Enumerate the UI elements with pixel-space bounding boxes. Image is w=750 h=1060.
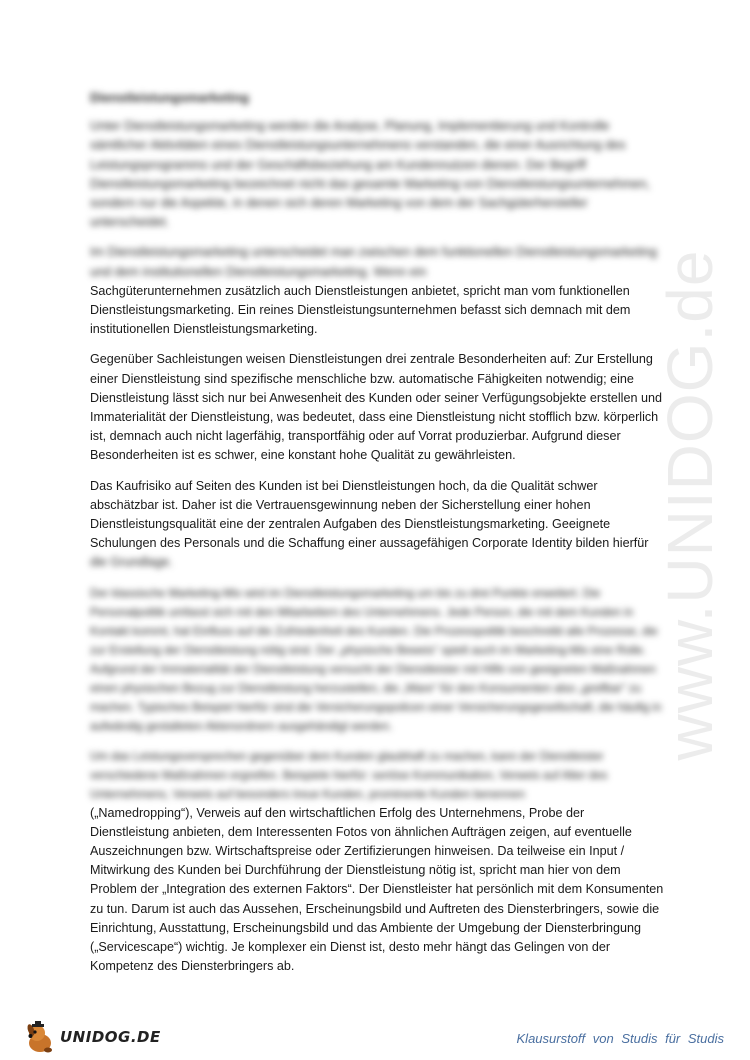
paragraph-4-text: Das Kaufrisiko auf Seiten des Kunden ist bei Dienstleistungen hoch, da die Qualität schwer abschätzbar ist. Daher ist die Vertrauensgewinnung neben der Sicherstellung einer hohen Dienstleistungsqualität eine der zentralen Aufgaben des Dienstleistungsmarketing. Geeignete Schulungen des Personals und die Schaffung einer aussagefähigen Corporate Identity bilden hierfür xyxy=(90,478,649,551)
paragraph-2-blurred: Im Dienstleistungsmarketing unterscheidet man zwischen dem funktionellen Dienstleistungsmarketing und dem institutionellen Dienstleistungsmarketing. Wenn ein xyxy=(90,245,657,279)
paragraph-2-text: Sachgüterunternehmen zusätzlich auch Dienstleistungen anbietet, spricht man vom funktionellen Dienstleistungsmarketing. Ein reines Dienstleistungsunternehmen befasst sich demnach mit dem institutionellen Dienstleistungsmarketing. xyxy=(90,283,631,337)
paragraph-2 xyxy=(90,243,665,339)
watermark-text: www.UNIDOG.de xyxy=(654,249,726,761)
paragraph-6-blurred: Um das Leistungsversprechen gegenüber dem Kunden glaubhaft zu machen, kann der Dienstleister verschiedene Maßnahmen ergreifen. Beispiele hierfür: seriöse Kommunikation, Verweis auf Alter des Unternehmens, Verweis auf besonders treue Kunden, prominente Kunden benennen xyxy=(90,749,608,801)
document-body xyxy=(90,88,665,988)
page-footer xyxy=(0,1015,750,1059)
paragraph-4-blurred: die Grundlage. xyxy=(90,555,173,570)
paragraph-6-text: („Namedropping“), Verweis auf den wirtschaftlichen Erfolg des Unternehmens, Probe der Dienstleistung anbieten, dem Interessenten Fotos von ähnlichen Aufträgen zeigen, auf eventuelle Auszeichnungen bzw. Wirtschaftspreise oder Zertifizierungen hinweisen. Da teilweise ein Input / Mitwirkung des Kunden bei Durchführung der Dienstleistung nötig ist, spricht man hier von dem Problem der „Integration des externen Faktors“. Der Dienstleister hat persönlich mit dem Konsumenten zu tun. Darum ist auch das Aussehen, Erscheinungsbild und Auftreten des Diensterbringers, sowie die Einrichtung, Ausstattung, Erscheinungsbild und das Ambiente der Umgebung der Diensterbringung („Servicescape“) wichtig. Je komplexer ein Dienst ist, desto mehr hängt das Gelingen von der Kompetenz des Diensterbringers ab. xyxy=(90,805,664,974)
paragraph-3: Gegenüber Sachleistungen weisen Dienstleistungen drei zentrale Besonderheiten auf: Zur Erstellung einer Dienstleistung sind spezifische menschliche bzw. automatische Fähigkeiten notwendig; eine Dienstleistung lässt sich nur bei Anwesenheit des Kunden oder seiner Verfügungsobjekte erstellen und Immaterialität der Dienstleistung, was bedeutet, dass eine Dienstleistung nicht stofflich bzw. körperlich ist, demnach auch nicht lagerfähig, transportfähig oder auf Vorrat produzierbar. Aufgrund dieser Besonderheiten ist es schwer, eine konstant hohe Qualität zu gewährleisten. xyxy=(90,352,662,463)
dog-mascot-icon xyxy=(22,1019,58,1055)
paragraph-1: Unter Dienstleistungsmarketing werden die Analyse, Planung, Implementierung und Kontrolle sämtlicher Aktivitäten eines Dienstleistungsunternehmens verstanden, die einer Ausrichtung des Leistungsprogramms und der Geschäftsbeziehung am Kundennutzen dienen. Der Begriff Dienstleistungsmarketing bezeichnet nicht das gesamte Marketing von Dienstleistungsunternehmen, sondern nur die Aspekte, in denen sich deren Marketing von dem der Sachgüterhersteller unterscheidet. xyxy=(90,119,651,230)
paragraph-5: Der klassische Marketing-Mix wird im Dienstleistungsmarketing um bis zu drei Punkte erweitert. Die Personalpolitik umfasst sich mit den Mitarbeitern des Unternehmens. Jede Person, die mit dem Kunden in Kontakt kommt, hat Einfluss auf die Zufriedenheit des Kunden. Die Prozesspolitik beschreibt alle Prozesse, die zur Erstellung der Dienstleistung nötig sind. Der „physische Beweis“ spielt auch im Marketing-Mix eine Rolle. Aufgrund der Immaterialität der Dienstleistung versucht der Dienstleister mit Hilfe von geeigneten Maßnahmen einen physischen Bezug zur Dienstleistung herzustellen, die „Ware“ für den Konsumenten also „greifbar“ zu machen. Typisches Beispiel hierfür sind die Versicherungspolicen einer Versicherungsgesellschaft, die häufig in aufwändig gestalteten Aktenordnern ausgehändigt werden. xyxy=(90,586,662,733)
paragraph-4 xyxy=(90,477,665,573)
document-title: Dienstleistungsmarketing xyxy=(90,90,249,105)
unidog-logo[interactable] xyxy=(22,1019,161,1055)
paragraph-6 xyxy=(90,747,665,977)
footer-slogan: Klausurstoff von Studis für Studis xyxy=(516,1031,724,1046)
logo-text: UNIDOG.DE xyxy=(60,1028,161,1046)
